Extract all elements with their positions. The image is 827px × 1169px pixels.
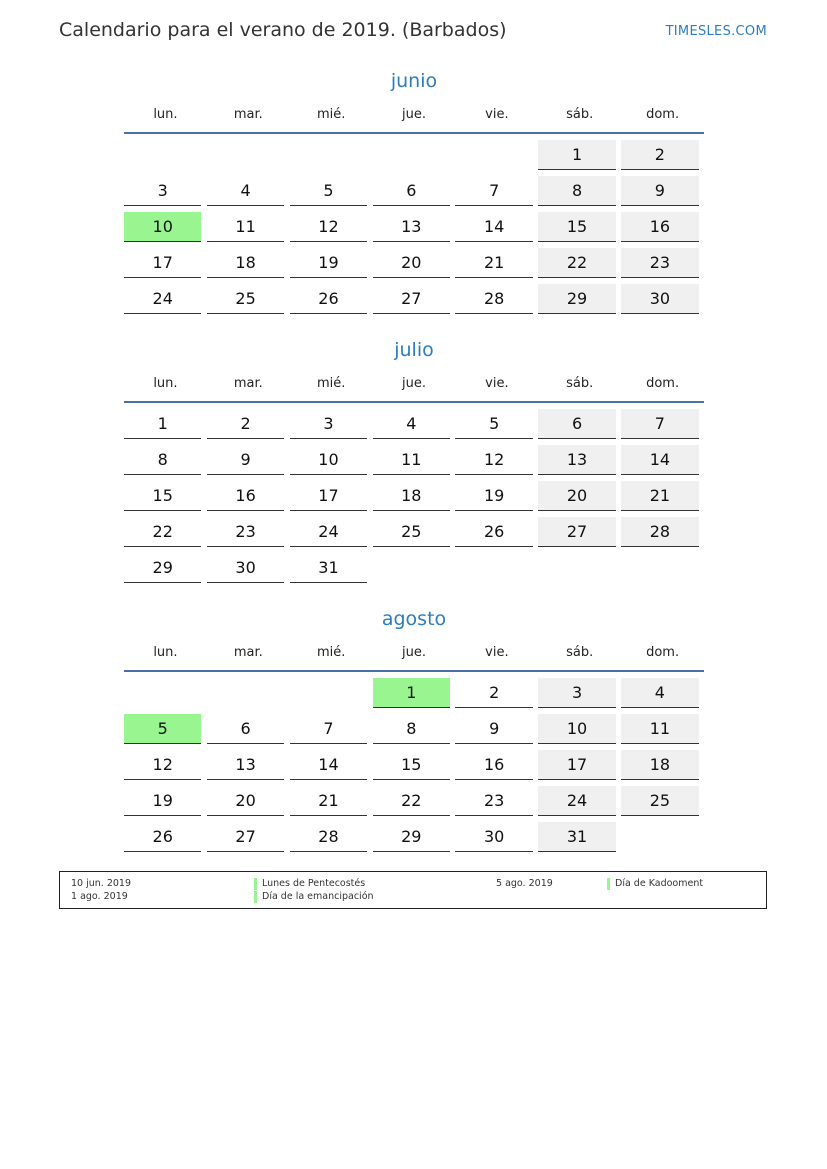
day-cell[interactable]: 10 [124, 212, 201, 242]
legend-date: 10 jun. 2019 [71, 878, 132, 889]
day-cell[interactable]: 25 [621, 786, 698, 816]
empty-day-cell [290, 678, 367, 708]
month-title: agosto [381, 608, 447, 630]
day-cell[interactable]: 13 [373, 212, 450, 242]
week-row [124, 407, 704, 443]
header-divider [124, 132, 704, 134]
header-divider [124, 670, 704, 672]
holiday-color-marker [607, 878, 610, 890]
week-row [124, 676, 704, 712]
weekday-label: mié. [316, 107, 346, 122]
day-cell[interactable]: 28 [621, 517, 698, 547]
weekday-header [124, 373, 704, 395]
week-row [124, 138, 704, 174]
weekday-label: jue. [402, 107, 426, 122]
month-calendar [124, 337, 704, 587]
day-cell[interactable]: 5 [290, 176, 367, 206]
day-cell[interactable]: 27 [207, 822, 284, 852]
holiday-color-marker [254, 878, 257, 890]
legend-holiday-name: Día de la emancipación [262, 891, 374, 902]
day-cell[interactable]: 7 [621, 409, 698, 439]
week-row [124, 246, 704, 282]
day-cell[interactable]: 23 [455, 786, 532, 816]
day-cell[interactable]: 19 [290, 248, 367, 278]
day-cell[interactable]: 28 [455, 284, 532, 314]
day-cell[interactable]: 12 [124, 750, 201, 780]
week-row [124, 210, 704, 246]
empty-day-cell [124, 140, 201, 170]
weekday-label: dom. [646, 645, 680, 660]
empty-day-cell [621, 553, 698, 583]
empty-day-cell [455, 553, 532, 583]
day-cell[interactable]: 6 [207, 714, 284, 744]
day-cell[interactable]: 1 [124, 409, 201, 439]
day-cell[interactable]: 23 [207, 517, 284, 547]
weekday-header [124, 642, 704, 664]
day-cell[interactable]: 21 [621, 481, 698, 511]
empty-day-cell [207, 678, 284, 708]
day-cell[interactable]: 19 [124, 786, 201, 816]
day-grid [124, 407, 704, 587]
day-cell[interactable]: 9 [621, 176, 698, 206]
day-cell[interactable]: 27 [538, 517, 615, 547]
weekday-label: vie. [485, 645, 509, 660]
day-cell[interactable]: 3 [124, 176, 201, 206]
day-cell[interactable]: 21 [455, 248, 532, 278]
empty-day-cell [207, 140, 284, 170]
day-cell[interactable]: 2 [455, 678, 532, 708]
month-calendar [124, 606, 704, 856]
month-calendar [124, 68, 704, 318]
day-cell[interactable]: 14 [290, 750, 367, 780]
day-cell[interactable]: 27 [373, 284, 450, 314]
weekday-label: jue. [402, 645, 426, 660]
day-cell[interactable]: 3 [290, 409, 367, 439]
day-cell[interactable]: 10 [290, 445, 367, 475]
day-cell[interactable]: 9 [207, 445, 284, 475]
week-row [124, 174, 704, 210]
day-cell[interactable]: 2 [207, 409, 284, 439]
day-cell[interactable]: 29 [373, 822, 450, 852]
day-cell[interactable]: 24 [538, 786, 615, 816]
day-cell[interactable]: 30 [621, 284, 698, 314]
weekday-label: jue. [402, 376, 426, 391]
day-cell[interactable]: 20 [373, 248, 450, 278]
empty-day-cell [538, 553, 615, 583]
day-cell[interactable]: 22 [124, 517, 201, 547]
day-cell[interactable]: 25 [373, 517, 450, 547]
day-cell[interactable]: 29 [538, 284, 615, 314]
day-cell[interactable]: 17 [124, 248, 201, 278]
week-row [124, 784, 704, 820]
day-cell[interactable]: 11 [621, 714, 698, 744]
weekday-label: vie. [485, 376, 509, 391]
empty-day-cell [621, 822, 698, 852]
day-cell[interactable]: 18 [207, 248, 284, 278]
day-cell[interactable]: 14 [455, 212, 532, 242]
day-cell[interactable]: 22 [538, 248, 615, 278]
day-cell[interactable]: 7 [290, 714, 367, 744]
weekday-label: lun. [153, 645, 178, 660]
day-cell[interactable]: 2 [621, 140, 698, 170]
empty-day-cell [290, 140, 367, 170]
week-row [124, 479, 704, 515]
day-cell[interactable]: 5 [455, 409, 532, 439]
legend-holiday-name: Día de Kadooment [615, 878, 704, 889]
day-cell[interactable]: 4 [373, 409, 450, 439]
day-cell[interactable]: 16 [455, 750, 532, 780]
weekday-label: dom. [646, 376, 680, 391]
day-cell[interactable]: 14 [621, 445, 698, 475]
weekday-label: mar. [233, 107, 263, 122]
day-cell[interactable]: 15 [538, 212, 615, 242]
weekday-label: mié. [316, 645, 346, 660]
day-cell[interactable]: 20 [207, 786, 284, 816]
weekday-label: sáb. [566, 376, 594, 391]
brand-logo-link[interactable]: TIMESLES.COM [665, 24, 767, 39]
holiday-color-marker [254, 891, 257, 903]
legend-holiday-name: Lunes de Pentecostés [262, 878, 366, 889]
weekday-label: sáb. [566, 645, 594, 660]
day-cell[interactable]: 4 [207, 176, 284, 206]
day-cell[interactable]: 20 [538, 481, 615, 511]
day-cell[interactable]: 1 [373, 678, 450, 708]
empty-day-cell [124, 678, 201, 708]
day-cell[interactable]: 31 [538, 822, 615, 852]
holiday-legend [59, 871, 767, 909]
day-cell[interactable]: 24 [124, 284, 201, 314]
day-cell[interactable]: 12 [455, 445, 532, 475]
empty-day-cell [455, 140, 532, 170]
day-cell[interactable]: 15 [373, 750, 450, 780]
day-cell[interactable]: 28 [290, 822, 367, 852]
day-cell[interactable]: 6 [373, 176, 450, 206]
day-cell[interactable]: 31 [290, 553, 367, 583]
day-cell[interactable]: 26 [290, 284, 367, 314]
month-title: junio [390, 70, 438, 92]
day-cell[interactable]: 16 [621, 212, 698, 242]
week-row [124, 282, 704, 318]
week-row [124, 443, 704, 479]
month-title: julio [394, 339, 434, 361]
day-cell[interactable]: 22 [373, 786, 450, 816]
day-cell[interactable]: 15 [124, 481, 201, 511]
day-grid [124, 138, 704, 318]
day-cell[interactable]: 21 [290, 786, 367, 816]
weekday-label: lun. [153, 107, 178, 122]
day-cell[interactable]: 1 [538, 140, 615, 170]
weekday-label: mar. [233, 645, 263, 660]
day-cell[interactable]: 18 [373, 481, 450, 511]
day-cell[interactable]: 5 [124, 714, 201, 744]
weekday-label: vie. [485, 107, 509, 122]
day-cell[interactable]: 10 [538, 714, 615, 744]
day-cell[interactable]: 12 [290, 212, 367, 242]
day-cell[interactable]: 24 [290, 517, 367, 547]
weekday-label: mar. [233, 376, 263, 391]
day-cell[interactable]: 13 [207, 750, 284, 780]
week-row [124, 551, 704, 587]
weekday-label: lun. [153, 376, 178, 391]
week-row [124, 515, 704, 551]
header-divider [124, 401, 704, 403]
day-cell[interactable]: 3 [538, 678, 615, 708]
day-cell[interactable]: 9 [455, 714, 532, 744]
day-grid [124, 676, 704, 856]
weekday-label: sáb. [566, 107, 594, 122]
week-row [124, 712, 704, 748]
day-cell[interactable]: 7 [455, 176, 532, 206]
day-cell[interactable]: 11 [207, 212, 284, 242]
day-cell[interactable]: 16 [207, 481, 284, 511]
day-cell[interactable]: 25 [207, 284, 284, 314]
day-cell[interactable]: 19 [455, 481, 532, 511]
day-cell[interactable]: 6 [538, 409, 615, 439]
day-cell[interactable]: 29 [124, 553, 201, 583]
week-row [124, 820, 704, 856]
day-cell[interactable]: 17 [538, 750, 615, 780]
weekday-label: mié. [316, 376, 346, 391]
empty-day-cell [373, 140, 450, 170]
legend-date: 5 ago. 2019 [496, 878, 553, 889]
day-cell[interactable]: 4 [621, 678, 698, 708]
day-cell[interactable]: 8 [373, 714, 450, 744]
weekday-header [124, 104, 704, 126]
day-cell[interactable]: 8 [538, 176, 615, 206]
day-cell[interactable]: 8 [124, 445, 201, 475]
day-cell[interactable]: 11 [373, 445, 450, 475]
day-cell[interactable]: 23 [621, 248, 698, 278]
week-row [124, 748, 704, 784]
day-cell[interactable]: 26 [124, 822, 201, 852]
day-cell[interactable]: 17 [290, 481, 367, 511]
day-cell[interactable]: 18 [621, 750, 698, 780]
weekday-label: dom. [646, 107, 680, 122]
empty-day-cell [373, 553, 450, 583]
day-cell[interactable]: 13 [538, 445, 615, 475]
legend-date: 1 ago. 2019 [71, 891, 128, 902]
page-title: Calendario para el verano de 2019. (Barbados) [59, 19, 507, 41]
day-cell[interactable]: 30 [455, 822, 532, 852]
day-cell[interactable]: 26 [455, 517, 532, 547]
day-cell[interactable]: 30 [207, 553, 284, 583]
